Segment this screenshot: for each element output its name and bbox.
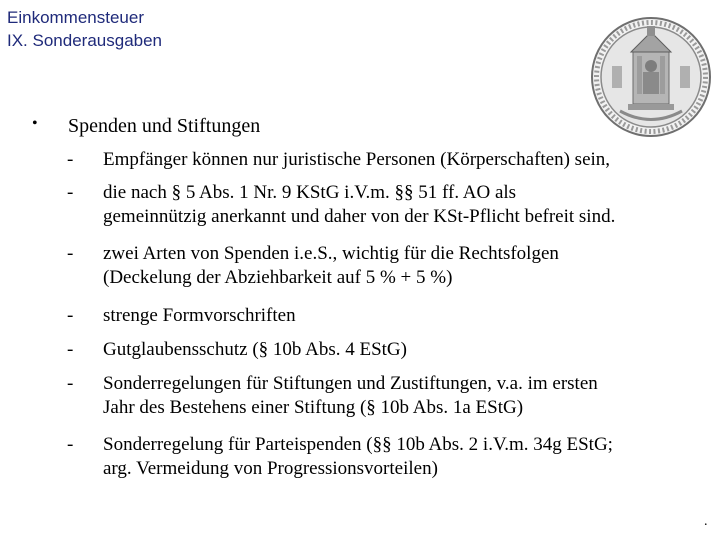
dash-marker: - — [67, 373, 74, 394]
item-text-line: Jahr des Bestehens einer Stiftung (§ 10b Abs. 1a EStG) — [103, 397, 524, 418]
university-seal-icon — [590, 16, 712, 138]
slide-header — [7, 6, 162, 52]
item-text-line: gemeinnützig anerkannt und daher von der KSt-Pflicht befreit sind. — [103, 206, 616, 227]
dash-marker: - — [67, 339, 74, 360]
bullet-marker: • — [32, 115, 38, 132]
dash-marker: - — [67, 149, 74, 170]
item-text-line: arg. Vermeidung von Progressionsvorteilen) — [103, 458, 438, 479]
dash-marker: - — [67, 434, 74, 455]
item-text-line: Gutglaubensschutz (§ 10b Abs. 4 EStG) — [103, 339, 407, 360]
dash-marker: - — [67, 305, 74, 326]
item-text-line: Sonderregelung für Parteispenden (§§ 10b Abs. 2 i.V.m. 34g EStG; — [103, 434, 613, 455]
item-text-line: strenge Formvorschriften — [103, 305, 296, 326]
bullet-heading: Spenden und Stiftungen — [68, 115, 261, 137]
item-text-line: Empfänger können nur juristische Personen (Körperschaften) sein, — [103, 149, 611, 170]
item-text-line: zwei Arten von Spenden i.e.S., wichtig für die Rechtsfolgen — [103, 243, 559, 264]
dash-marker: - — [67, 182, 74, 203]
dash-marker: - — [67, 243, 74, 264]
item-text-line: die nach § 5 Abs. 1 Nr. 9 KStG i.V.m. §§ 51 ff. AO als — [103, 182, 517, 203]
slide-title: Einkommensteuer — [7, 8, 145, 27]
footer-mark: . — [704, 514, 708, 529]
item-text-line: (Deckelung der Abziehbarkeit auf 5 % + 5 %) — [103, 267, 453, 288]
slide-subtitle: IX. Sonderausgaben — [7, 31, 163, 50]
item-text-line: Sonderregelungen für Stiftungen und Zustiftungen, v.a. im ersten — [103, 373, 598, 394]
